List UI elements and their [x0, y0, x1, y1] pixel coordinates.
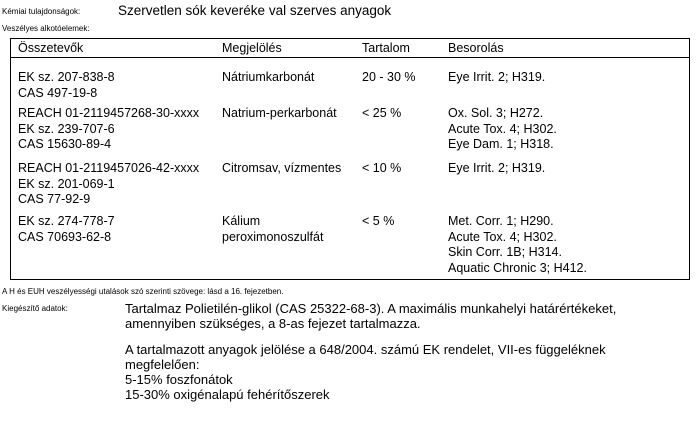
- content-range: < 10 %: [362, 161, 402, 175]
- column-header-components: Összetevők: [18, 41, 84, 55]
- identifier: EK sz. 239-707-6: [18, 121, 115, 136]
- identifier: EK sz. 201-069-1: [18, 176, 115, 191]
- column-header-classification: Besorolás: [448, 41, 504, 55]
- classification: Eye Dam. 1; H318.: [448, 137, 554, 151]
- content-range: 20 - 30 %: [362, 70, 416, 84]
- header-divider: [11, 57, 689, 58]
- text-line: 5-15% foszfonátok: [125, 372, 233, 387]
- chemical-properties-value: Szervetlen sók keveréke val szerves anyagok: [118, 3, 392, 18]
- hazardous-components-label: Veszélyes alkotóelemek:: [2, 24, 90, 33]
- classification: Met. Corr. 1; H290.: [448, 214, 554, 228]
- text-line: A tartalmazott anyagok jelölése a 648/2004. számú EK rendelet, VII-es függeléknek: [125, 342, 606, 357]
- text-line: amennyiben szükséges, a 8-as fejezet tartalmazza.: [125, 316, 421, 331]
- classification: Eye Irrit. 2; H319.: [448, 70, 546, 84]
- column-header-content: Tartalom: [362, 41, 410, 55]
- substance-name: Nátriumkarbonát: [222, 70, 315, 84]
- chemical-properties-label: Kémiai tulajdonságok:: [2, 7, 81, 16]
- identifier: CAS 70693-62-8: [18, 229, 112, 244]
- hazard-statements-footnote: A H és EUH veszélyességi utalások szó szerinti szövege: lásd a 16. fejezetben.: [2, 287, 284, 296]
- substance-name: Natrium-perkarbonát: [222, 106, 337, 120]
- substance-name: Kálium: [222, 214, 261, 228]
- components-table: [10, 38, 690, 280]
- additional-info-paragraph: [125, 301, 616, 331]
- identifier: REACH 01-2119457268-30-xxxx: [18, 106, 200, 120]
- identifier: CAS 497-19-8: [18, 85, 98, 100]
- content-range: < 25 %: [362, 106, 402, 120]
- classification: Aquatic Chronic 3; H412.: [448, 260, 587, 275]
- classification: Skin Corr. 1B; H314.: [448, 245, 562, 259]
- text-line: 15-30% oxigénalapú fehérítőszerek: [125, 387, 330, 402]
- identifier: CAS 77-92-9: [18, 192, 91, 206]
- text-line: megfelelően:: [125, 357, 200, 372]
- identifier: EK sz. 207-838-8: [18, 70, 115, 84]
- identifier: EK sz. 274-778-7: [18, 214, 115, 228]
- identifier: REACH 01-2119457026-42-xxxx: [18, 161, 200, 175]
- classification: Ox. Sol. 3; H272.: [448, 106, 544, 120]
- classification: Acute Tox. 4; H302.: [448, 229, 557, 244]
- identifier: CAS 15630-89-4: [18, 137, 112, 151]
- text-line: Tartalmaz Polietilén-glikol (CAS 25322-68-3). A maximális munkahelyi határértékeket,: [125, 301, 617, 316]
- additional-info-label: Kiegészítő adatok:: [2, 304, 68, 313]
- substance-name: peroximonoszulfát: [222, 229, 324, 244]
- column-header-designation: Megjelölés: [222, 41, 282, 55]
- labelling-paragraph: [125, 342, 606, 402]
- classification: Acute Tox. 4; H302.: [448, 121, 557, 136]
- classification: Eye Irrit. 2; H319.: [448, 161, 546, 175]
- content-range: < 5 %: [362, 214, 395, 228]
- substance-name: Citromsav, vízmentes: [222, 161, 342, 175]
